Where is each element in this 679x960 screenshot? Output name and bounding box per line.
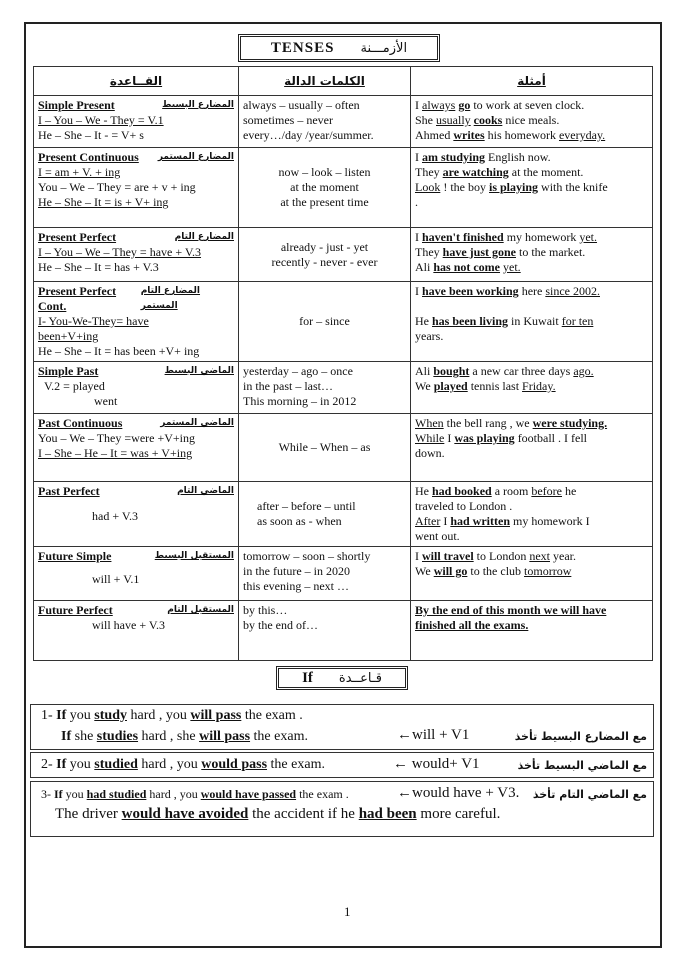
- keyword-line: by this…: [243, 603, 288, 617]
- example-line: .: [415, 195, 418, 209]
- tense-name-en: Past Continuous: [38, 416, 123, 430]
- keyword-line: now – look – listen: [278, 165, 371, 179]
- example-line: years.: [415, 329, 444, 343]
- tense-name: [38, 484, 234, 499]
- example-line: After I had written my homework I: [415, 514, 590, 528]
- keywords-cell: [239, 282, 411, 362]
- rule-line: will + V.1: [92, 572, 140, 586]
- tense-name-ar: الماضي التام: [177, 486, 234, 496]
- if-rule-1: [30, 704, 654, 750]
- example-line: I am studying English now.: [415, 150, 551, 164]
- examples-cell: [411, 148, 653, 228]
- tense-name: [38, 549, 234, 564]
- example-line: He had booked a room before he: [415, 484, 577, 498]
- keyword-line: by the end of…: [243, 618, 318, 632]
- keyword-line: While – When – as: [278, 440, 371, 454]
- keyword-line: always – usually – often: [243, 98, 360, 112]
- if-section-title: [276, 666, 408, 690]
- if-title-en: If: [302, 669, 313, 686]
- rule-line: will have + V.3: [92, 618, 165, 632]
- examples-cell: [411, 482, 653, 547]
- tense-name-ar: المضارع التام: [174, 232, 234, 242]
- tense-name: [38, 364, 234, 379]
- tense-name-en: Present Continuous: [38, 150, 139, 164]
- table-row: [34, 482, 653, 547]
- tense-name-en: Future Simple: [38, 549, 112, 563]
- keyword-line: tomorrow – soon – shortly: [243, 549, 371, 563]
- rule-cell: [34, 228, 239, 282]
- if-rule-3-line-1: 3- If you had studied hard , you would have passed the exam .: [41, 787, 349, 801]
- rule-line: He – She – It - = V+ s: [38, 128, 144, 142]
- table-row: [34, 96, 653, 148]
- examples-cell: [411, 282, 653, 362]
- example-line: They are watching at the moment.: [415, 165, 584, 179]
- keyword-line: at the moment: [290, 180, 359, 194]
- if-rule-1-arabic: مع المضارع البسيط تأخذ: [514, 730, 647, 743]
- page-title: [238, 34, 440, 62]
- keyword-line: after – before – until: [257, 499, 356, 513]
- example-line: finished all the exams.: [415, 618, 529, 632]
- tense-name-en: Simple Past: [38, 364, 99, 378]
- if-rule-1-line-2: If she studies hard , she will pass the exam.: [61, 729, 308, 744]
- example-line: While I was playing football . I fell: [415, 431, 587, 445]
- rule-cell: [34, 414, 239, 482]
- rule-line: He – She – It = has been +V+ ing: [38, 344, 200, 358]
- title-ar: الأزمـــنة: [360, 40, 408, 56]
- rule-line: I – You – We - They = V.1: [38, 113, 164, 127]
- tense-name-ar: الماضي البسيط: [164, 366, 234, 376]
- page-number: 1: [344, 904, 351, 919]
- tense-name: [38, 603, 234, 618]
- example-line: We will go to the club tomorrow: [415, 564, 572, 578]
- title-en: TENSES: [270, 39, 335, 56]
- keywords-cell: [239, 414, 411, 482]
- rule-line: I = am + V. + ing: [38, 165, 121, 179]
- tense-name-en: Past Perfect: [38, 484, 100, 498]
- keywords-cell: [239, 362, 411, 414]
- tense-name: [38, 150, 234, 165]
- rule-line: You – We – They =were +V+ing: [38, 431, 195, 445]
- example-line: traveled to London .: [415, 499, 513, 513]
- table-header-row: [34, 67, 653, 96]
- keywords-cell: [239, 148, 411, 228]
- tense-name-ar: المستقبل التام: [167, 605, 234, 615]
- example-line: She usually cooks nice meals.: [415, 113, 560, 127]
- rule-line: I – You – We – They = have + V.3: [38, 245, 202, 259]
- examples-cell: [411, 228, 653, 282]
- rule-cell: [34, 96, 239, 148]
- if-rule-1-formula: ←will + V1: [397, 727, 470, 743]
- example-line: When the bell rang , we were studying.: [415, 416, 608, 430]
- table-row: [34, 148, 653, 228]
- rule-line: had + V.3: [92, 509, 138, 523]
- keyword-line: sometimes – never: [243, 113, 333, 127]
- example-line: They have just gone to the market.: [415, 245, 586, 259]
- example-line: He has been living in Kuwait for ten: [415, 314, 594, 328]
- if-rule-3-line-2: The driver would have avoided the accident if he had been more careful.: [55, 806, 501, 822]
- if-rule-2-arabic: مع الماضي البسيط تأخذ: [517, 759, 647, 772]
- tense-name-ar: المضارع البسيط: [162, 100, 234, 110]
- if-rule-2: [30, 752, 654, 778]
- tense-name-en: Future Perfect: [38, 603, 113, 617]
- if-title-ar: قـاعــدة: [338, 670, 382, 686]
- keyword-line: This morning – in 2012: [243, 394, 357, 408]
- if-rule-1-line-1: 1- If you study hard , you will pass the exam .: [41, 708, 303, 723]
- header-examples: أمثلة: [411, 67, 653, 96]
- header-keywords: الكلمات الدالة: [239, 67, 411, 96]
- table-row: [34, 228, 653, 282]
- table-row: [34, 547, 653, 601]
- table-row: [34, 282, 653, 362]
- rule-line: He – She – It = has + V.3: [38, 260, 159, 274]
- rule-line: I- You-We-They= have: [38, 314, 149, 328]
- tense-name-en: Present Perfect Cont.: [38, 284, 117, 313]
- if-rule-2-formula: ← would+ V1: [393, 756, 480, 772]
- examples-cell: [411, 547, 653, 601]
- example-line: Ahmed writes his homework everyday.: [415, 128, 606, 142]
- tense-name: [38, 416, 234, 431]
- example-line: We played tennis last Friday.: [415, 379, 556, 393]
- example-line: I haven't finished my homework yet.: [415, 230, 598, 244]
- keyword-line: this evening – next …: [243, 579, 349, 593]
- keyword-line: in the future – in 2020: [243, 564, 350, 578]
- tense-name: [38, 98, 234, 113]
- table-row: [34, 414, 653, 482]
- keyword-line: at the present time: [280, 195, 369, 209]
- rule-line: been+V+ing: [38, 329, 99, 343]
- rule-line: He – She – It = is + V+ ing: [38, 195, 169, 209]
- examples-cell: [411, 414, 653, 482]
- rule-line: You – We – They = are + v + ing: [38, 180, 196, 194]
- rule-cell: [34, 601, 239, 661]
- keyword-line: already - just - yet: [280, 239, 369, 254]
- tense-name-en: Present Perfect: [38, 230, 117, 244]
- tense-name-ar: المستقبل البسيط: [154, 551, 234, 561]
- example-line: Ali has not come yet.: [415, 260, 521, 274]
- if-rule-2-line: 2- If you studied hard , you would pass the exam.: [41, 757, 325, 772]
- rule-line: V.2 = played: [44, 379, 105, 393]
- if-rule-3: [30, 781, 654, 837]
- rule-line: went: [94, 394, 118, 408]
- tense-name-ar: الماضي المستمر: [160, 418, 234, 428]
- example-line: By the end of this month we will have: [415, 603, 607, 617]
- keyword-line: yesterday – ago – once: [243, 364, 353, 378]
- example-line: [415, 299, 648, 314]
- rule-line: I – She – He – It = was + V+ing: [38, 446, 193, 460]
- tense-name: [38, 284, 234, 314]
- tense-name: [38, 230, 234, 245]
- rule-cell: [34, 482, 239, 547]
- if-rule-3-formula: ←would have + V3.: [397, 785, 520, 801]
- rule-cell: [34, 362, 239, 414]
- tense-name-ar: المضارع المستمر: [157, 152, 234, 162]
- keyword-line: for – since: [299, 314, 350, 328]
- keywords-cell: [239, 96, 411, 148]
- example-line: I will travel to London next year.: [415, 549, 576, 563]
- keyword-line: as soon as - when: [257, 514, 342, 528]
- keyword-line: in the past – last…: [243, 379, 333, 393]
- example-line: down.: [415, 446, 445, 460]
- rule-cell: [34, 148, 239, 228]
- keywords-cell: [239, 547, 411, 601]
- tense-name-ar: المضارع التام المستمر: [140, 286, 201, 311]
- examples-cell: [411, 96, 653, 148]
- example-line: I have been working here since 2002.: [415, 284, 600, 298]
- keywords-cell: [239, 228, 411, 282]
- header-rule: القــاعدة: [34, 67, 239, 96]
- tenses-table: [33, 66, 653, 661]
- rule-cell: [34, 282, 239, 362]
- rule-cell: [34, 547, 239, 601]
- table-row: [34, 362, 653, 414]
- table-row: [34, 601, 653, 661]
- keyword-line: every…/day /year/summer.: [243, 128, 374, 142]
- keywords-cell: [239, 482, 411, 547]
- if-rule-3-arabic: مع الماضي التام تأخذ: [532, 788, 647, 801]
- tense-name-en: Simple Present: [38, 98, 115, 112]
- keywords-cell: [239, 601, 411, 661]
- keyword-line: recently - never - ever: [271, 254, 378, 269]
- example-line: Look ! the boy is playing with the knife: [415, 180, 608, 194]
- examples-cell: [411, 362, 653, 414]
- example-line: I always go to work at seven clock.: [415, 98, 585, 112]
- example-line: Ali bought a new car three days ago.: [415, 364, 594, 378]
- examples-cell: [411, 601, 653, 661]
- example-line: went out.: [415, 529, 460, 543]
